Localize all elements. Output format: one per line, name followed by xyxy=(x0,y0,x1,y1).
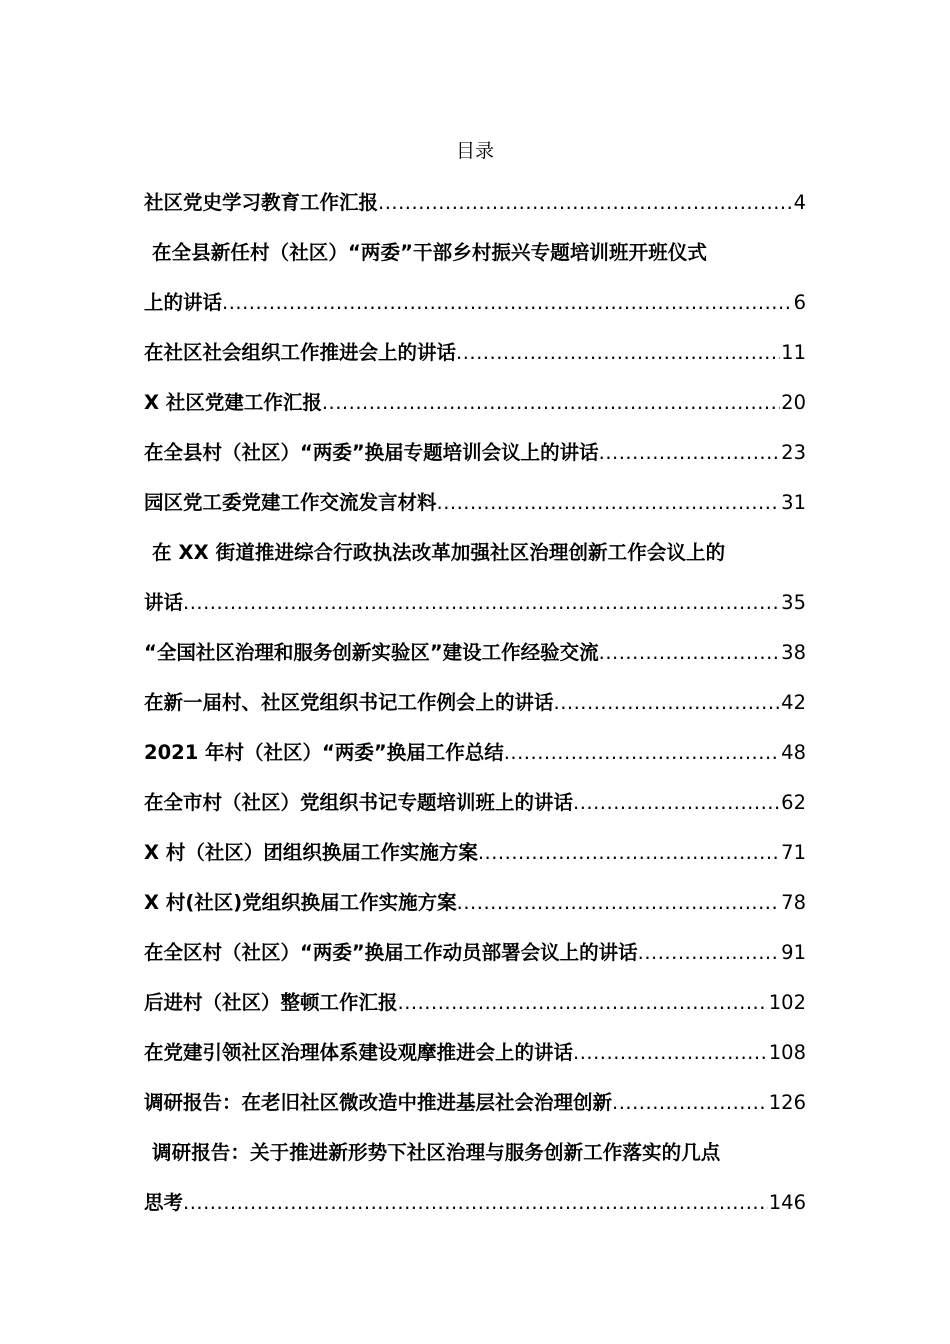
toc-entry[interactable] xyxy=(144,828,806,878)
toc-entry-page: 35 xyxy=(781,591,806,614)
toc-entry[interactable] xyxy=(144,878,806,928)
toc-list xyxy=(144,178,806,1228)
toc-entry-title: 2021 年村（社区）“两委”换届工作总结 xyxy=(144,741,504,764)
toc-entry-title: 调研报告：在老旧社区微改造中推进基层社会治理创新 xyxy=(144,1091,613,1114)
toc-leader-dots xyxy=(456,328,780,378)
toc-entry-title: 上的讲话 xyxy=(144,291,223,314)
toc-heading: 目录 xyxy=(455,140,494,162)
toc-entry-title: 在新一届村、社区党组织书记工作例会上的讲话 xyxy=(144,691,554,714)
toc-entry-page: 48 xyxy=(781,741,806,764)
toc-entry-title-line1: 在 XX 街道推进综合行政执法改革加强社区治理创新工作会议上的 xyxy=(152,541,726,564)
toc-leader-dots xyxy=(478,828,780,878)
toc-entry-title: 园区党工委党建工作交流发言材料 xyxy=(144,491,437,514)
toc-entry[interactable] xyxy=(144,328,806,378)
toc-entry-first-line[interactable] xyxy=(144,1128,806,1178)
toc-leader-dots xyxy=(638,928,781,978)
toc-entry[interactable] xyxy=(144,478,806,528)
toc-entry-title: X 村(社区)党组织换届工作实施方案 xyxy=(144,891,457,914)
toc-entry-page: 20 xyxy=(781,391,806,414)
toc-entry[interactable] xyxy=(144,1178,806,1228)
toc-leader-dots xyxy=(378,178,793,228)
toc-entry[interactable] xyxy=(144,978,806,1028)
toc-entry[interactable] xyxy=(144,378,806,428)
toc-leader-dots xyxy=(599,428,781,478)
toc-entry-page: 11 xyxy=(781,341,806,364)
toc-leader-dots xyxy=(599,628,781,678)
toc-entry-title: 在党建引领社区治理体系建设观摩推进会上的讲话 xyxy=(144,1041,574,1064)
toc-leader-dots xyxy=(322,378,780,428)
toc-entry-title-line1: 调研报告：关于推进新形势下社区治理与服务创新工作落实的几点 xyxy=(152,1141,721,1164)
toc-entry[interactable] xyxy=(144,178,806,228)
toc-entry-page: 108 xyxy=(768,1041,806,1064)
toc-entry[interactable] xyxy=(144,1078,806,1128)
toc-leader-dots xyxy=(398,978,768,1028)
toc-entry-page: 146 xyxy=(768,1191,806,1214)
toc-entry-title: 在全市村（社区）党组织书记专题培训班上的讲话 xyxy=(144,791,574,814)
toc-entry-page: 38 xyxy=(781,641,806,664)
toc-entry-page: 62 xyxy=(781,791,806,814)
toc-entry[interactable] xyxy=(144,778,806,828)
toc-leader-dots xyxy=(504,728,780,778)
toc-entry[interactable] xyxy=(144,278,806,328)
toc-leader-dots xyxy=(573,1028,768,1078)
toc-entry-title: 在社区社会组织工作推进会上的讲话 xyxy=(144,341,457,364)
toc-entry-page: 78 xyxy=(781,891,806,914)
toc-entry[interactable] xyxy=(144,728,806,778)
toc-entry-title: 后进村（社区）整顿工作汇报 xyxy=(144,991,398,1014)
toc-entry[interactable] xyxy=(144,428,806,478)
toc-leader-dots xyxy=(457,878,781,928)
toc-entry-first-line[interactable] xyxy=(144,528,806,578)
toc-entry-title: 思考 xyxy=(144,1191,184,1214)
toc-entry-title: 讲话 xyxy=(144,591,184,614)
toc-entry-page: 91 xyxy=(781,941,806,964)
toc-entry-page: 6 xyxy=(793,291,806,314)
toc-entry[interactable] xyxy=(144,578,806,628)
toc-entry-first-line[interactable] xyxy=(144,228,806,278)
toc-entry-page: 71 xyxy=(781,841,806,864)
toc-entry[interactable] xyxy=(144,1028,806,1078)
toc-entry-page: 31 xyxy=(781,491,806,514)
toc-leader-dots xyxy=(183,1178,768,1228)
toc-entry-title-line1: 在全县新任村（社区）“两委”干部乡村振兴专题培训班开班仪式 xyxy=(152,241,708,264)
toc-entry-title: “全国社区治理和服务创新实验区”建设工作经验交流 xyxy=(144,641,599,664)
toc-entry-page: 23 xyxy=(781,441,806,464)
toc-entry-page: 42 xyxy=(781,691,806,714)
toc-leader-dots xyxy=(183,578,780,628)
toc-entry-title: 在全区村（社区）“两委”换届工作动员部署会议上的讲话 xyxy=(144,941,638,964)
toc-leader-dots xyxy=(437,478,781,528)
toc-entry-page: 102 xyxy=(768,991,806,1014)
toc-entry-title: 社区党史学习教育工作汇报 xyxy=(144,191,379,214)
toc-entry-title: X 村（社区）团组织换届工作实施方案 xyxy=(144,841,478,864)
toc-entry[interactable] xyxy=(144,628,806,678)
toc-leader-dots xyxy=(222,278,793,328)
toc-entry-title: X 社区党建工作汇报 xyxy=(144,391,322,414)
toc-entry[interactable] xyxy=(144,928,806,978)
toc-entry-page: 126 xyxy=(768,1091,806,1114)
toc-leader-dots xyxy=(554,678,781,728)
toc-entry-page: 4 xyxy=(793,191,806,214)
toc-entry[interactable] xyxy=(144,678,806,728)
toc-leader-dots xyxy=(612,1078,768,1128)
toc-entry-title: 在全县村（社区）“两委”换届专题培训会议上的讲话 xyxy=(144,441,599,464)
toc-leader-dots xyxy=(573,778,780,828)
